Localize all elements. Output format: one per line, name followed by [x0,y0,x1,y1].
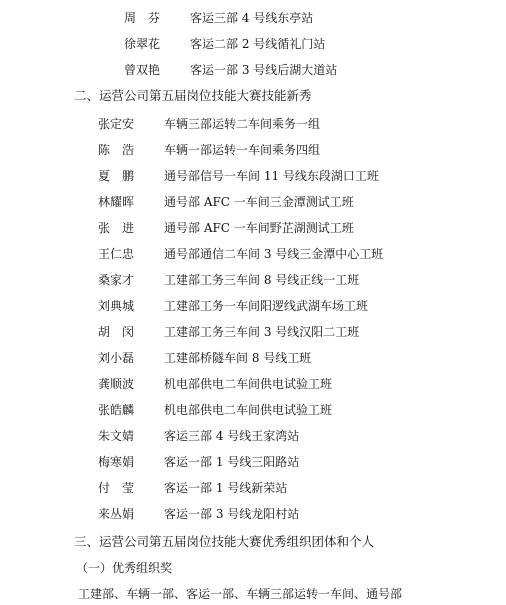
person-department: 机电部供电二车间供电试验工班 [164,403,333,417]
person-name: 周 芬 [124,11,161,25]
person-department: 客运一部 3 号线后湖大道站 [190,63,338,77]
person-name: 龚顺波 [98,377,135,391]
section-heading: 二、运营公司第五届岗位技能大赛技能新秀 [74,88,312,103]
person-department: 机电部供电二车间供电试验工班 [164,377,333,391]
person-name: 夏 鹏 [98,169,135,183]
person-department: 客运一部 1 号线新荣站 [164,481,288,495]
person-name: 林耀晖 [98,195,135,209]
person-name: 陈 浩 [98,143,135,157]
person-department: 客运一部 3 号线龙阳村站 [164,507,300,521]
person-name: 朱文婧 [98,429,135,443]
person-name: 刘典城 [98,299,135,313]
person-department: 通号部 AFC 一车间三金潭测试工班 [164,195,354,209]
subsection-heading: （一）优秀组织奖 [76,561,173,575]
person-department: 客运三部 4 号线王家湾站 [164,429,300,443]
person-name: 王仁忠 [98,247,135,261]
person-name: 张皓麟 [98,403,135,417]
person-department: 客运三部 4 号线东亭站 [190,11,314,25]
person-department: 车辆三部运转二车间乘务一组 [164,117,321,131]
person-department: 工建部工务三车间 3 号线汉阳二工班 [164,325,360,339]
person-department: 通号部通信二车间 3 号线三金潭中心工班 [164,247,384,261]
person-name: 徐翠花 [124,37,161,51]
person-name: 张定安 [98,117,135,131]
person-name: 桑家才 [98,273,135,287]
person-name: 梅寒娟 [98,455,135,469]
person-department: 车辆一部运转一车间乘务四组 [164,143,321,157]
person-department: 通号部信号一车间 11 号线东段湖口工班 [164,169,379,183]
person-name: 曾双艳 [124,63,161,77]
person-department: 工建部工务一车间阳逻线武湖车场工班 [164,299,369,313]
person-name: 张 进 [98,221,135,235]
person-name: 胡 闵 [98,325,135,339]
person-department: 客运二部 2 号线循礼门站 [190,37,326,51]
person-department: 工建部工务三车间 8 号线正线一工班 [164,273,360,287]
paragraph-line: 工建部、车辆一部、客运一部、车辆三部运转一车间、通号部 [78,587,403,601]
person-name: 刘小磊 [98,351,135,365]
person-name: 付 莹 [98,481,135,495]
person-name: 来丛娟 [98,507,135,521]
person-department: 通号部 AFC 一车间野芷湖测试工班 [164,221,354,235]
section-heading: 三、运营公司第五届岗位技能大赛优秀组织团体和个人 [74,534,375,549]
person-department: 客运一部 1 号线三阳路站 [164,455,300,469]
person-department: 工建部桥隧车间 8 号线工班 [164,351,312,365]
